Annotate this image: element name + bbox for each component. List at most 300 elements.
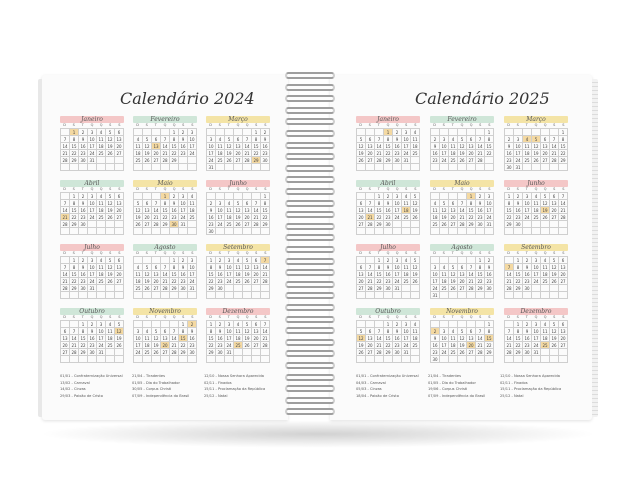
day-cell: 2 [514,193,523,200]
month-name: Novembro [430,308,494,315]
day-cell: 28 [366,285,375,292]
weekday-label: Q [90,315,94,319]
day-cell [505,292,514,299]
day-cell: 8 [384,136,393,143]
weekday-label: Q [395,187,399,191]
day-cell: 19 [225,150,234,157]
weekday-label: D [209,123,212,127]
day-cell: 13 [357,207,366,214]
day-cell: 7 [61,200,70,207]
month-name: Dezembro [206,308,270,315]
day-cell: 8 [207,328,216,335]
spiral-ring [282,95,338,102]
day-cell [393,228,402,235]
weekday-label: S [182,123,185,127]
day-cell: 6 [152,264,161,271]
day-cell: 3 [134,328,143,335]
day-cell: 17 [523,207,532,214]
day-cell: 11 [541,264,550,271]
day-cell [514,129,523,136]
day-cell: 26 [225,157,234,164]
day-cell: 4 [188,193,197,200]
day-cell [458,321,467,328]
day-cell [243,228,252,235]
day-cell [261,292,270,299]
day-cell [476,228,485,235]
spiral-ring [282,269,338,276]
day-cell: 3 [402,129,411,136]
day-cell [532,129,541,136]
day-cell [485,292,494,299]
weekday-label: S [145,315,148,319]
day-cell: 26 [106,278,115,285]
day-cell: 19 [234,214,243,221]
spiral-ring [282,397,338,404]
day-cell: 27 [467,349,476,356]
day-cell [252,164,261,171]
day-cell: 6 [458,264,467,271]
day-cell: 13 [143,207,152,214]
day-cell: 19 [134,214,143,221]
day-cell: 5 [225,136,234,143]
day-cell: 16 [476,207,485,214]
day-cell: 2 [79,193,88,200]
day-cell [143,292,152,299]
day-cell: 9 [384,200,393,207]
day-cell: 21 [476,150,485,157]
day-grid [206,128,270,171]
weekday-label: S [516,187,519,191]
day-cell [431,257,440,264]
day-cell: 14 [505,335,514,342]
day-cell: 28 [70,349,79,356]
day-cell: 7 [261,257,270,264]
weekday-label: D [507,251,510,255]
month-name: Junho [206,180,270,187]
day-cell: 6 [559,257,568,264]
day-cell [523,129,532,136]
day-cell: 26 [143,285,152,292]
day-cell [106,221,115,228]
day-cell: 9 [505,143,514,150]
day-cell: 1 [505,193,514,200]
month-julho [60,244,124,299]
day-cell: 1 [70,193,79,200]
day-cell: 3 [440,328,449,335]
day-cell: 13 [115,264,124,271]
day-cell: 31 [88,157,97,164]
day-cell: 11 [134,143,143,150]
day-cell: 4 [411,129,420,136]
day-cell: 6 [243,200,252,207]
weekday-label: S [479,315,482,319]
day-cell: 25 [134,157,143,164]
day-cell: 28 [467,285,476,292]
day-cell: 17 [225,335,234,342]
day-cell: 23 [485,278,494,285]
day-cell [550,228,559,235]
day-cell [225,193,234,200]
weekday-label: T [154,315,157,319]
day-cell: 26 [243,278,252,285]
day-grid [504,320,568,363]
month-name: Maio [430,180,494,187]
day-cell: 15 [79,335,88,342]
day-cell: 3 [88,257,97,264]
spiral-ring [282,246,338,253]
day-cell: 8 [207,264,216,271]
day-cell: 3 [179,193,188,200]
day-cell: 21 [252,214,261,221]
weekday-label: S [218,123,221,127]
day-cell: 25 [411,150,420,157]
day-cell: 6 [152,136,161,143]
weekday-label: S [191,123,194,127]
day-cell: 13 [550,200,559,207]
day-cell [188,356,197,363]
day-cell: 23 [384,214,393,221]
day-cell: 20 [252,335,261,342]
day-cell: 20 [152,278,161,285]
day-cell [514,292,523,299]
day-cell [440,292,449,299]
day-cell [106,157,115,164]
day-cell: 5 [143,264,152,271]
day-cell: 8 [375,264,384,271]
weekday-label: S [562,251,565,255]
day-cell: 16 [216,335,225,342]
day-cell: 9 [393,328,402,335]
weekday-label: Q [386,187,390,191]
day-cell: 10 [134,335,143,342]
month-dezembro [206,308,270,363]
day-cell: 12 [152,335,161,342]
day-cell: 28 [170,349,179,356]
weekday-label: Q [90,123,94,127]
day-cell: 28 [261,342,270,349]
day-cell: 20 [357,278,366,285]
day-cell: 4 [234,321,243,328]
day-cell: 9 [514,200,523,207]
day-cell: 13 [252,328,261,335]
day-cell: 23 [79,150,88,157]
day-cell [514,228,523,235]
spiral-ring [282,316,338,323]
day-cell: 21 [505,342,514,349]
month-março [206,116,270,171]
day-cell: 24 [402,150,411,157]
day-cell: 10 [440,143,449,150]
day-cell: 18 [523,150,532,157]
day-cell: 3 [216,200,225,207]
day-cell: 10 [97,328,106,335]
day-cell: 18 [188,207,197,214]
day-cell [234,349,243,356]
day-cell [161,129,170,136]
day-cell: 16 [523,271,532,278]
weekday-label: Q [236,315,240,319]
day-cell [188,157,197,164]
day-cell [143,321,152,328]
day-cell: 9 [384,264,393,271]
day-cell: 31 [393,285,402,292]
weekday-label: Q [543,187,547,191]
day-cell [449,356,458,363]
day-cell: 21 [161,150,170,157]
weekday-header [206,187,270,192]
day-cell [449,129,458,136]
weekday-label: S [405,315,408,319]
holiday-item: 25/12 - Natal [500,393,524,398]
day-cell: 22 [207,342,216,349]
month-maio [133,180,197,235]
day-cell: 4 [234,257,243,264]
day-cell: 18 [411,335,420,342]
day-cell [161,228,170,235]
month-name: Junho [504,180,568,187]
day-cell: 10 [393,264,402,271]
spiral-ring [282,130,338,137]
day-cell: 15 [467,207,476,214]
day-cell: 23 [88,342,97,349]
day-cell: 13 [252,264,261,271]
day-grid [206,192,270,235]
weekday-label: Q [460,187,464,191]
day-cell: 12 [243,328,252,335]
day-grid [430,128,494,171]
spiral-ring [282,234,338,241]
day-cell [375,164,384,171]
weekday-label: T [227,315,230,319]
day-cell: 21 [70,342,79,349]
day-cell: 16 [384,271,393,278]
weekday-label: T [525,187,528,191]
right-page [330,75,592,420]
weekday-label: Q [395,315,399,319]
day-cell: 23 [476,214,485,221]
day-cell [532,292,541,299]
day-cell: 26 [115,342,124,349]
day-cell: 19 [411,271,420,278]
month-outubro [60,308,124,363]
day-cell: 28 [505,285,514,292]
day-cell: 24 [431,285,440,292]
day-cell [357,292,366,299]
day-cell: 19 [458,150,467,157]
day-cell: 10 [514,143,523,150]
day-cell: 29 [559,157,568,164]
day-cell [252,356,261,363]
day-cell: 21 [261,335,270,342]
day-cell: 28 [476,349,485,356]
day-cell [384,228,393,235]
day-cell: 14 [458,207,467,214]
day-cell: 9 [393,136,402,143]
day-cell: 24 [440,157,449,164]
day-cell [375,292,384,299]
day-cell: 21 [61,150,70,157]
holiday-item: 02/11 - Finados [204,380,232,385]
day-cell: 9 [207,207,216,214]
weekday-label: S [553,123,556,127]
holiday-item: 07/09 - Independência do Brasil [428,393,486,398]
weekday-label: D [433,187,436,191]
day-cell: 2 [261,129,270,136]
month-fevereiro [133,116,197,171]
day-cell: 27 [115,214,124,221]
day-cell: 31 [88,285,97,292]
month-setembro [206,244,270,299]
weekday-label: S [442,123,445,127]
day-cell: 2 [216,257,225,264]
day-cell [261,356,270,363]
day-cell: 26 [550,342,559,349]
weekday-label: S [218,251,221,255]
day-cell: 11 [134,271,143,278]
day-cell [179,292,188,299]
holiday-item: 12/10 - Nossa Senhora Aparecida [500,374,560,378]
day-cell: 22 [252,150,261,157]
day-cell [179,228,188,235]
weekday-label: S [109,315,112,319]
day-cell: 26 [458,157,467,164]
weekday-label: S [109,123,112,127]
day-cell: 15 [70,143,79,150]
day-cell: 28 [252,221,261,228]
day-cell: 13 [152,271,161,278]
weekday-label: S [264,123,267,127]
day-cell: 2 [188,321,197,328]
day-cell: 14 [505,271,514,278]
day-cell: 1 [559,129,568,136]
day-cell: 31 [485,221,494,228]
day-cell [467,228,476,235]
day-cell [234,164,243,171]
weekday-label: Q [163,187,167,191]
day-cell: 15 [375,207,384,214]
day-grid [356,320,420,363]
day-cell: 21 [505,278,514,285]
day-cell: 27 [243,221,252,228]
day-cell: 4 [402,193,411,200]
holiday-item: 01/05 - Dia do Trabalhador [428,380,476,385]
day-cell [366,228,375,235]
day-cell: 16 [207,214,216,221]
spiral-ring [282,281,338,288]
day-cell [134,292,143,299]
weekday-label: Q [469,187,473,191]
weekday-label: T [227,251,230,255]
day-cell: 27 [559,278,568,285]
month-name: Agosto [430,244,494,251]
day-cell [134,257,143,264]
day-cell [115,157,124,164]
day-cell [70,292,79,299]
weekday-label: S [109,251,112,255]
day-cell: 5 [458,328,467,335]
weekday-label: S [488,251,491,255]
day-cell: 5 [106,193,115,200]
day-cell: 15 [261,207,270,214]
day-cell: 10 [188,136,197,143]
weekday-label: D [136,251,139,255]
day-cell [411,221,420,228]
day-cell: 24 [188,278,197,285]
day-cell [485,228,494,235]
day-cell: 12 [532,143,541,150]
day-cell: 12 [449,271,458,278]
day-cell [70,321,79,328]
day-cell [88,228,97,235]
day-cell [134,356,143,363]
day-cell [61,321,70,328]
day-cell: 6 [550,193,559,200]
day-cell: 22 [485,150,494,157]
day-cell [550,356,559,363]
day-cell: 20 [467,150,476,157]
day-cell [550,285,559,292]
weekday-label: Q [460,315,464,319]
day-cell [70,356,79,363]
day-cell: 31 [225,349,234,356]
weekday-label: Q [163,315,167,319]
weekday-label: S [118,187,121,191]
day-cell: 15 [559,143,568,150]
weekday-label: D [433,315,436,319]
day-cell: 30 [384,221,393,228]
day-cell: 4 [532,193,541,200]
day-cell: 16 [188,335,197,342]
day-cell: 25 [97,214,106,221]
day-cell: 3 [97,321,106,328]
weekday-label: S [414,123,417,127]
day-cell: 30 [384,285,393,292]
day-cell: 5 [532,136,541,143]
day-cell: 14 [476,335,485,342]
day-cell: 2 [179,257,188,264]
weekday-label: S [72,123,75,127]
day-cell: 13 [234,143,243,150]
day-cell: 28 [261,278,270,285]
day-cell [366,257,375,264]
month-name: Abril [356,180,420,187]
weekday-label: S [562,187,565,191]
weekday-header [206,251,270,256]
month-dezembro [504,308,568,363]
day-grid [430,256,494,299]
day-cell [115,228,124,235]
weekday-label: T [525,251,528,255]
day-cell: 11 [440,271,449,278]
day-cell: 5 [550,257,559,264]
day-cell: 17 [225,271,234,278]
weekday-label: S [182,315,185,319]
weekday-label: Q [534,187,538,191]
day-cell: 9 [179,264,188,271]
weekday-label: T [154,251,157,255]
day-cell: 5 [411,257,420,264]
spiral-ring [282,72,338,79]
weekday-label: S [182,251,185,255]
day-cell: 14 [366,271,375,278]
day-cell: 29 [261,221,270,228]
weekday-label: T [451,315,454,319]
day-cell: 22 [505,214,514,221]
weekday-label: S [145,187,148,191]
day-cell: 25 [188,214,197,221]
day-cell: 28 [161,157,170,164]
day-cell [216,193,225,200]
